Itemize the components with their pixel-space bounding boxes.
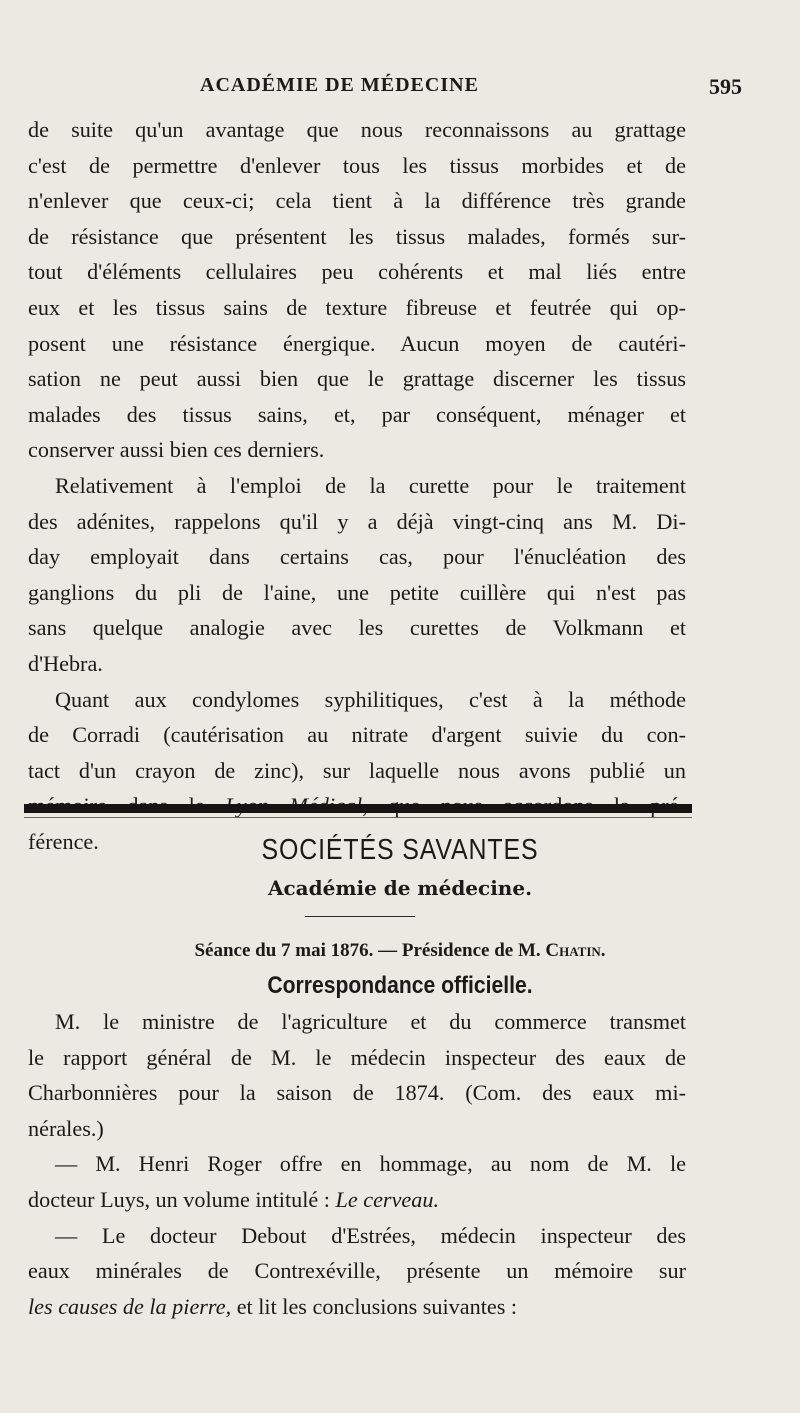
text-line: eaux minérales de Contrexéville, présente un mémoire sur — [28, 1258, 686, 1284]
correspondence-heading: Correspondance officielle. — [267, 972, 533, 999]
separator-thick-rule — [24, 804, 692, 813]
text-line: M. le ministre de l'agriculture et du commerce transmet — [55, 1009, 686, 1034]
text-line: — Le docteur Debout d'Estrées, médecin inspecteur des — [55, 1222, 686, 1248]
text-line: tout d'éléments cellulaires peu cohérents et mal liés entre — [28, 259, 686, 285]
text-line: posent une résistance énergique. Aucun moyen de cautéri- — [28, 330, 686, 356]
text-line: de résistance que présentent les tissus malades, formés sur- — [28, 223, 686, 249]
text-line: conserver aussi bien ces derniers. — [28, 437, 325, 463]
paragraph-roger — [28, 1146, 686, 1217]
text-line — [28, 1289, 686, 1325]
text-line: ganglions du pli de l'aine, une petite cuillère qui n'est pas — [28, 579, 686, 605]
text-line: sation ne peut aussi bien que le grattage discerner les tissus — [28, 366, 686, 392]
text-line: d'Hebra. — [28, 650, 103, 676]
text-line: férence. — [28, 828, 99, 854]
book-title: Le cerveau. — [335, 1186, 439, 1212]
separator-thin-rule — [24, 817, 692, 818]
paragraph-debout — [28, 1218, 686, 1325]
memoir-title: les causes de la pierre, — [28, 1293, 232, 1319]
text-line: tact d'un crayon de zinc), sur laquelle nous avons publié un — [28, 757, 686, 783]
text-line: le rapport général de M. le médecin inspecteur des eaux de — [28, 1044, 686, 1070]
text-line: de suite qu'un avantage que nous reconnaissons au grattage — [28, 117, 686, 142]
session-line — [0, 940, 800, 962]
paragraph-condylomes — [28, 682, 686, 860]
paragraph-grattage — [28, 112, 686, 468]
text-line: malades des tissus sains, et, par conséquent, ménager et — [28, 401, 686, 427]
text-line: eux et les tissus sains de texture fibreuse et feutrée qui op- — [28, 294, 686, 320]
text-run: et lit les conclusions suivantes : — [231, 1293, 518, 1319]
section-separator — [24, 804, 692, 818]
text-line: Charbonnières pour la saison de 1874. (Com. des eaux mi- — [28, 1080, 686, 1106]
running-head-title: ACADÉMIE DE MÉDECINE — [200, 74, 479, 96]
text-line: — M. Henri Roger offre en hommage, au nom de M. le — [55, 1151, 686, 1177]
text-line: c'est de permettre d'enlever tous les tissus morbides et de — [28, 152, 686, 178]
paragraph-ministre — [28, 1004, 686, 1146]
section-title: SOCIÉTÉS SAVANTES — [261, 834, 539, 866]
text-line: day employait dans certains cas, pour l'énucléation des — [28, 544, 686, 570]
short-divider — [305, 916, 415, 917]
session-text: Séance du 7 mai 1876. — Présidence de M. — [194, 940, 546, 961]
text-run: docteur Luys, un volume intitulé : — [28, 1186, 336, 1212]
text-line: de Corradi (cautérisation au nitrate d'argent suivie du con- — [28, 722, 686, 748]
page-number: 595 — [709, 74, 742, 99]
text-line: Relativement à l'emploi de la curette pour le traitement — [55, 472, 686, 498]
session-president: Chatin. — [545, 940, 606, 961]
text-line: nérales.) — [28, 1115, 104, 1141]
text-line: n'enlever que ceux-ci; cela tient à la différence très grande — [28, 188, 686, 214]
body-text — [28, 112, 686, 859]
running-head — [0, 74, 800, 104]
text-line: des adénites, rappelons qu'il y a déjà vingt-cinq ans M. Di- — [28, 508, 686, 534]
text-line: sans quelque analogie avec les curettes de Volkmann et — [28, 615, 686, 641]
text-line — [28, 1182, 686, 1218]
paragraph-curette — [28, 468, 686, 682]
section-subtitle: Académie de médecine. — [267, 876, 533, 900]
body-text-correspondence — [28, 1004, 686, 1324]
text-line: Quant aux condylomes syphilitiques, c'est à la méthode — [55, 686, 686, 712]
